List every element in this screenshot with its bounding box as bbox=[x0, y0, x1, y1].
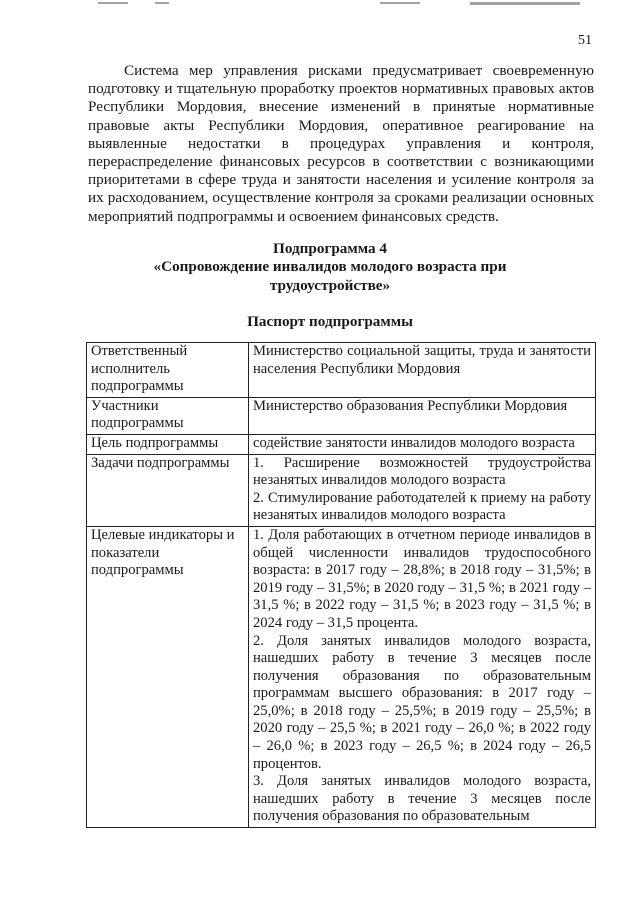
row-label: Целевые индикаторы и показатели подпрограммы bbox=[87, 526, 249, 827]
table-row bbox=[87, 397, 596, 434]
row-label: Задачи подпрограммы bbox=[87, 454, 249, 526]
table-row bbox=[87, 343, 596, 398]
intro-paragraph: Система мер управления рисками предусматривает своевременную подготовку и тщательную проработку проектов нормативных правовых актов Республики Мордовия, внесение изменений в принятые нормативные правовые акты Республики Мордовия, оперативное реагирование на выявленные недостатки в процедурах управления и контроля, перераспределение финансовых ресурсов в соответствии с возникающими приоритетами в сфере труда и занятости населения и усиление контроля за их расходованием, осуществление контроля за сроками реализации основных мероприятий подпрограммы и освоением финансовых средств. bbox=[88, 62, 594, 225]
scan-artifact bbox=[380, 2, 420, 4]
value-paragraph: 1. Расширение возможностей трудоустройства незанятых инвалидов молодого возраста bbox=[253, 454, 591, 489]
row-value bbox=[249, 397, 596, 434]
subprogram-number: Подпрограмма 4 bbox=[273, 240, 387, 257]
scan-artifact bbox=[470, 2, 580, 5]
value-paragraph: 2. Доля занятых инвалидов молодого возраста, нашедших работу в течение 3 месяцев после получения образования по образовательным программам высшего образования: в 2017 году – 25,0%; в 2018 году – 25,5%; в 2019 году – 25,5%; в 2020 году – 25,5 %; в 2021 году – 26,0 %; в 2022 году – 26,0 %; в 2023 году – 26,5 %; в 2024 году – 26,5 процентов. bbox=[253, 632, 591, 772]
subprogram-name-line1: «Сопровождение инвалидов молодого возраста при bbox=[153, 258, 507, 276]
scan-artifact bbox=[98, 2, 128, 4]
value-paragraph: 2. Стимулирование работодателей к приему на работу незанятых инвалидов молодого возраста bbox=[253, 489, 591, 524]
value-paragraph: 1. Доля работающих в отчетном периоде инвалидов в общей численности инвалидов трудоспособного возраста: в 2017 году – 28,8%; в 2018 году – 31,5%; в 2019 году – 31,5%; в 2020 году – 31,5 %; в 2021 году – 31,5 %; в 2022 году – 31,5 %; в 2023 году – 31,5 %; в 2024 году – 31,5 процента. bbox=[253, 526, 591, 631]
page-number: 51 bbox=[578, 33, 592, 48]
row-label: Участники подпрограммы bbox=[87, 397, 249, 434]
row-value bbox=[249, 526, 596, 827]
value-paragraph: содействие занятости инвалидов молодого возраста bbox=[253, 434, 575, 451]
table-row bbox=[87, 526, 596, 827]
row-label: Цель подпрограммы bbox=[87, 434, 249, 454]
subprogram-name-line2: трудоустройстве» bbox=[269, 276, 391, 294]
row-label: Ответственный исполнитель подпрограммы bbox=[87, 343, 249, 398]
scan-artifact bbox=[155, 2, 169, 4]
table-row bbox=[87, 454, 596, 526]
subprogram-heading bbox=[150, 240, 510, 295]
row-value bbox=[249, 454, 596, 526]
value-paragraph: Министерство образования Республики Мордовия bbox=[253, 397, 568, 414]
table-row bbox=[87, 434, 596, 454]
value-paragraph: 3. Доля занятых инвалидов молодого возраста, нашедших работу в течение 3 месяцев после получения образования по образовательным bbox=[253, 773, 591, 825]
value-paragraph: Министерство социальной защиты, труда и занятости населения Республики Мордовия bbox=[253, 343, 591, 377]
row-value bbox=[249, 434, 596, 454]
passport-title: Паспорт подпрограммы bbox=[247, 313, 413, 330]
passport-table bbox=[86, 342, 596, 828]
row-value bbox=[249, 343, 596, 398]
